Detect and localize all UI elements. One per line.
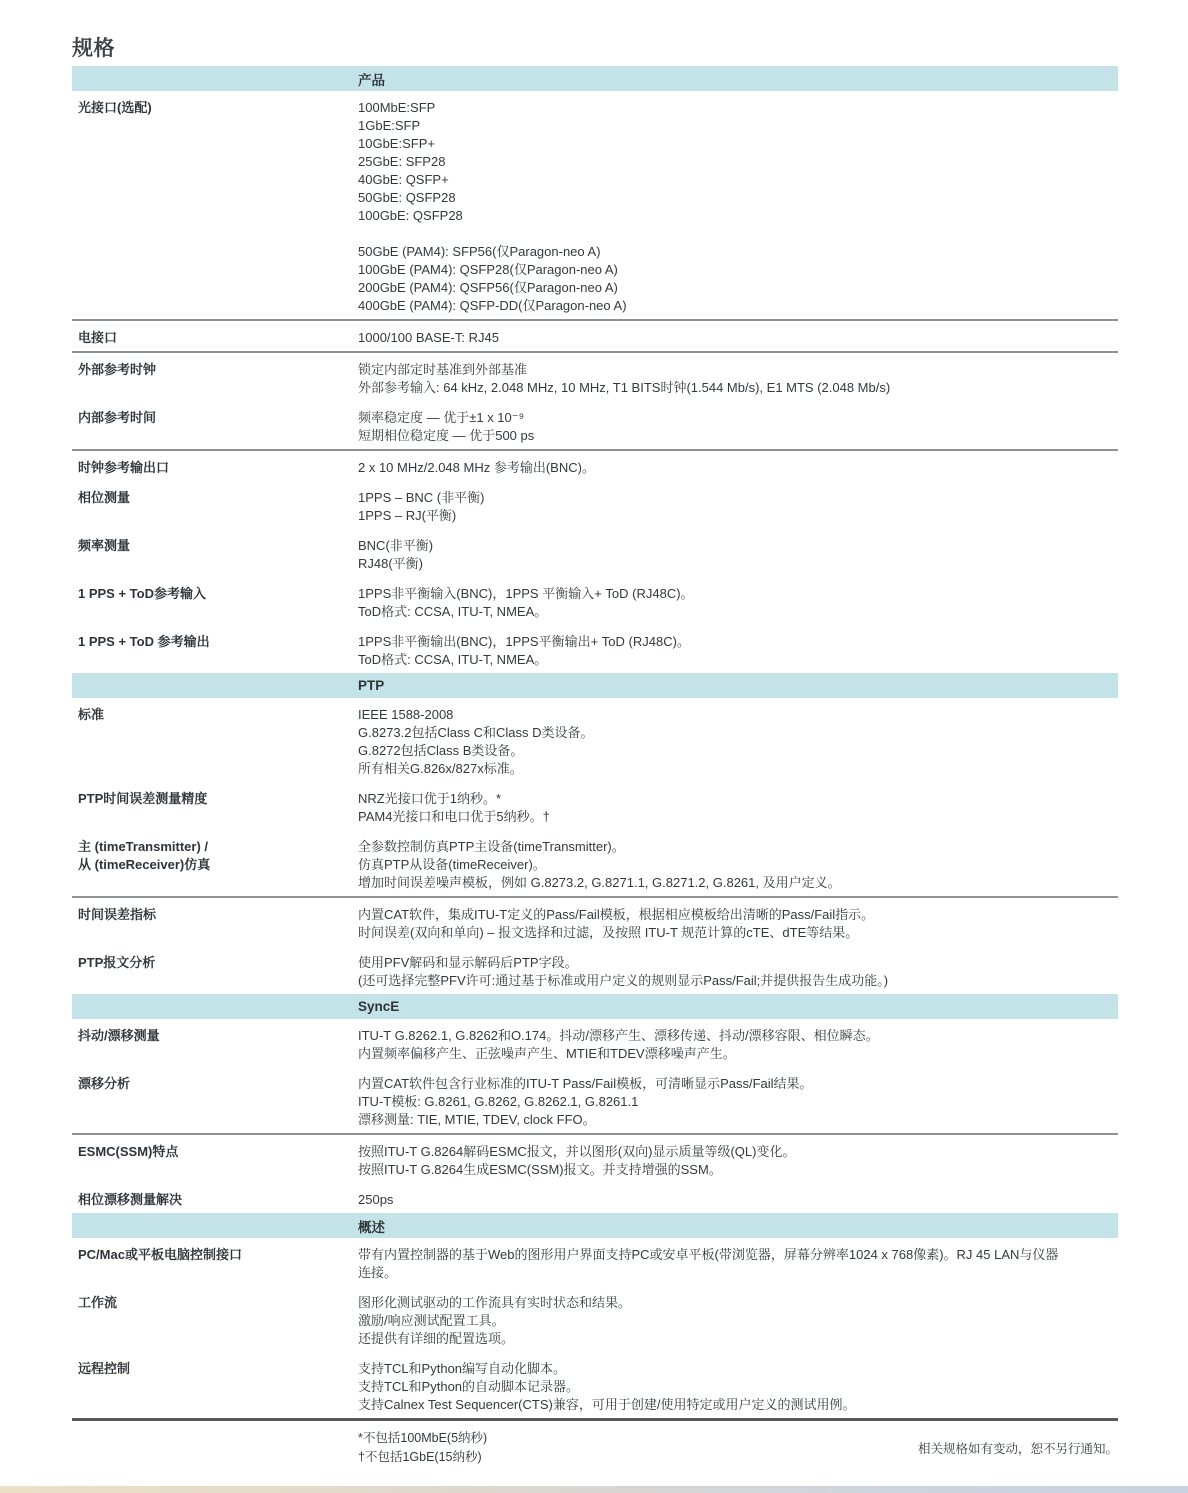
spec-row [72, 401, 1118, 449]
spec-label [72, 585, 358, 621]
spec-value-line: 250ps [358, 1192, 394, 1207]
spec-label-line: 相位漂移测量解决 [78, 1192, 183, 1207]
spec-value-line: 时间误差(双向和单向) – 报文选择和过滤，及按照 ITU-T 规范计算的cTE、dTE等结果。 [358, 925, 859, 940]
spec-value [358, 1294, 1118, 1348]
spec-label-line: 从 (timeReceiver)仿真 [78, 857, 211, 872]
spec-row [72, 451, 1118, 481]
spec-value [358, 1143, 1118, 1179]
spec-value [358, 633, 1118, 669]
spec-label [72, 1246, 358, 1282]
spec-row [72, 1286, 1118, 1352]
spec-value [358, 459, 1118, 477]
spec-row [72, 577, 1118, 625]
spec-value-line: 内置CAT软件，集成ITU-T定义的Pass/Fail模板，根据相应模板给出清晰的Pass/Fail指示。 [358, 907, 875, 922]
spec-value-line: 50GbE (PAM4): SFP56(仅Paragon-neo A) [358, 244, 601, 259]
section-header [72, 66, 1118, 91]
spec-row [72, 625, 1118, 673]
spec-value-line: 200GbE (PAM4): QSFP56(仅Paragon-neo A) [358, 280, 618, 295]
spec-value-line: 2 x 10 MHz/2.048 MHz 参考输出(BNC)。 [358, 460, 595, 475]
spec-value-line: 频率稳定度 — 优于±1 x 10⁻⁹ [358, 410, 525, 425]
spec-value-line: G.8273.2包括Class C和Class D类设备。 [358, 725, 594, 740]
spec-label-line: 时钟参考输出口 [78, 460, 170, 475]
spec-row [72, 946, 1118, 994]
section-header [72, 673, 1118, 698]
spec-value-line: 连接。 [358, 1265, 398, 1280]
spec-label-line: 外部参考时钟 [78, 362, 157, 377]
spec-label-line: PTP报文分析 [78, 955, 156, 970]
spec-label-line: 标准 [78, 707, 105, 722]
section-header-label: 产品 [358, 72, 385, 88]
spec-label-line: 光接口(选配) [78, 100, 152, 115]
section-header-label: 概述 [358, 1219, 385, 1235]
spec-table [72, 66, 1118, 1421]
spec-row [72, 1019, 1118, 1067]
spec-value [358, 361, 1118, 397]
spec-value [358, 585, 1118, 621]
spec-value-line: 漂移测量: TIE, MTIE, TDEV, clock FFO。 [358, 1112, 596, 1127]
section-header-label: SyncE [358, 999, 400, 1014]
spec-value-line: (还可选择完整PFV许可:通过基于标准或用户定义的规则显示Pass/Fail;并提供报告生成功能。) [358, 973, 889, 988]
section-header-label: PTP [358, 678, 385, 693]
spec-value-line: 400GbE (PAM4): QSFP-DD(仅Paragon-neo A) [358, 298, 627, 313]
spec-label-line: 1 PPS + ToD参考输入 [78, 586, 206, 601]
spec-row [72, 698, 1118, 782]
spec-value-line: 支持Calnex Test Sequencer(CTS)兼容，可用于创建/使用特定或用户定义的测试用例。 [358, 1397, 856, 1412]
spec-value-line: 1PPS – RJ(平衡) [358, 508, 457, 523]
spec-label [72, 459, 358, 477]
spec-value-line: 内置频率偏移产生、正弦噪声产生、MTIE和TDEV漂移噪声产生。 [358, 1046, 736, 1061]
spec-value-line: 1PPS非平衡输入(BNC)，1PPS 平衡输入+ ToD (RJ48C)。 [358, 586, 694, 601]
spec-value [358, 1191, 1118, 1209]
spec-value-line: 1000/100 BASE-T: RJ45 [358, 330, 499, 345]
spec-label-line: 抖动/漂移测量 [78, 1028, 160, 1043]
spec-label-line: 时间误差指标 [78, 907, 157, 922]
spec-label [72, 361, 358, 397]
spec-value-line: 支持TCL和Python的自动脚本记录器。 [358, 1379, 580, 1394]
disclaimer-text: 相关规格如有变动，恕不另行通知。 [917, 1442, 1118, 1456]
spec-value-line: 按照ITU-T G.8264生成ESMC(SSM)报文。并支持增强的SSM。 [358, 1162, 722, 1177]
spec-row [72, 353, 1118, 401]
spec-document [72, 36, 1118, 1467]
spec-value-line: 激励/响应测试配置工具。 [358, 1313, 505, 1328]
spec-row [72, 1238, 1118, 1286]
spec-value-line: 锁定内部定时基准到外部基准 [358, 362, 528, 377]
spec-label-line: 远程控制 [78, 1361, 131, 1376]
spec-value [358, 1027, 1118, 1063]
spec-value [358, 409, 1118, 445]
spec-value [358, 1246, 1118, 1282]
spec-label [72, 906, 358, 942]
spec-label-line: 工作流 [78, 1295, 118, 1310]
spec-label [72, 537, 358, 573]
spec-value [358, 537, 1118, 573]
spec-value-line: 50GbE: QSFP28 [358, 190, 456, 205]
spec-label-line: PTP时间误差测量精度 [78, 791, 208, 806]
spec-label [72, 329, 358, 347]
spec-row [72, 1135, 1118, 1183]
spec-row [72, 91, 1118, 319]
spec-value-line: IEEE 1588-2008 [358, 707, 454, 722]
spec-value-line: 带有内置控制器的基于Web的图形用户界面支持PC或安卓平板(带浏览器，屏幕分辨率1024 x 768像素)。RJ 45 LAN与仪器 [358, 1247, 1059, 1262]
spec-row [72, 830, 1118, 896]
spec-value-line: 支持TCL和Python编写自动化脚本。 [358, 1361, 567, 1376]
spec-value-line: 外部参考输入: 64 kHz, 2.048 MHz, 10 MHz, T1 BITS时钟(1.544 Mb/s), E1 MTS (2.048 Mb/s) [358, 380, 891, 395]
spec-value-line: G.8272包括Class B类设备。 [358, 743, 524, 758]
spec-value-line: ITU-T G.8262.1, G.8262和O.174。抖动/漂移产生、漂移传递、抖动/漂移容限、相位瞬态。 [358, 1028, 879, 1043]
spec-label [72, 790, 358, 826]
spec-value-line: 100GbE: QSFP28 [358, 208, 463, 223]
spec-value [358, 706, 1118, 778]
spec-label [72, 954, 358, 990]
spec-value-line: 25GbE: SFP28 [358, 154, 446, 169]
spec-label-line: 主 (timeTransmitter) / [78, 839, 209, 854]
spec-value-line: ToD格式: CCSA, ITU-T, NMEA。 [358, 604, 548, 619]
spec-label [72, 99, 358, 315]
spec-label-line: 电接口 [78, 330, 118, 345]
spec-value-line: 1PPS非平衡输出(BNC)，1PPS平衡输出+ ToD (RJ48C)。 [358, 634, 690, 649]
spec-row [72, 782, 1118, 830]
spec-label [72, 489, 358, 525]
spec-value-line [358, 225, 1118, 243]
spec-label [72, 1294, 358, 1348]
spec-value-line: RJ48(平衡) [358, 556, 424, 571]
footnote-asterisk: *不包括100MbE(5纳秒) [358, 1431, 488, 1445]
spec-row [72, 1352, 1118, 1418]
footnote-dagger: †不包括1GbE(15纳秒) [358, 1450, 482, 1464]
spec-label-line: 内部参考时间 [78, 410, 157, 425]
spec-value [358, 99, 1118, 315]
spec-label-line: ESMC(SSM)特点 [78, 1144, 179, 1159]
spec-value-line: 1PPS – BNC (非平衡) [358, 490, 485, 505]
spec-row [72, 481, 1118, 529]
spec-value-line: 增加时间误差噪声模板，例如 G.8273.2, G.8271.1, G.8271.2, G.8261, 及用户定义。 [358, 875, 841, 890]
spec-value-line: NRZ光接口优于1纳秒。* [358, 791, 502, 806]
spec-value [358, 954, 1118, 990]
spec-label [72, 1027, 358, 1063]
footnote-list [358, 1429, 487, 1467]
spec-value-line: 还提供有详细的配置选项。 [358, 1331, 515, 1346]
spec-label-line: 相位测量 [78, 490, 131, 505]
spec-value-line: ITU-T模板: G.8261, G.8262, G.8262.1, G.8261.1 [358, 1094, 639, 1109]
spec-label-line: 1 PPS + ToD 参考输出 [78, 634, 210, 649]
spec-value [358, 329, 1118, 347]
spec-value [358, 790, 1118, 826]
spec-label [72, 1075, 358, 1129]
spec-value-line: 100GbE (PAM4): QSFP28(仅Paragon-neo A) [358, 262, 618, 277]
spec-value-line: 仿真PTP从设备(timeReceiver)。 [358, 857, 546, 872]
spec-label [72, 1191, 358, 1209]
section-header [72, 1213, 1118, 1238]
page-title: 规格 [72, 37, 115, 60]
spec-label-line: PC/Mac或平板电脑控制接口 [78, 1247, 242, 1262]
spec-label [72, 1360, 358, 1414]
spec-value [358, 906, 1118, 942]
spec-value-line: 短期相位稳定度 — 优于500 ps [358, 428, 535, 443]
spec-row [72, 529, 1118, 577]
spec-value-line: 按照ITU-T G.8264解码ESMC报文，并以图形(双向)显示质量等级(QL)变化。 [358, 1144, 796, 1159]
spec-value-line: 100MbE:SFP [358, 100, 436, 115]
spec-value-line: 使用PFV解码和显示解码后PTP字段。 [358, 955, 578, 970]
spec-value-line: 全参数控制仿真PTP主设备(timeTransmitter)。 [358, 839, 625, 854]
spec-row [72, 321, 1118, 351]
page-bottom-strip [0, 1486, 1188, 1493]
spec-label [72, 706, 358, 778]
spec-label [72, 409, 358, 445]
spec-value [358, 489, 1118, 525]
spec-value-line: 40GbE: QSFP+ [358, 172, 449, 187]
spec-label-line: 频率测量 [78, 538, 131, 553]
spec-value-line: PAM4光接口和电口优于5纳秒。† [358, 809, 550, 824]
spec-value [358, 1360, 1118, 1414]
spec-value [358, 838, 1118, 892]
spec-value-line: 内置CAT软件包含行业标准的ITU-T Pass/Fail模板，可清晰显示Pass/Fail结果。 [358, 1076, 813, 1091]
spec-label [72, 838, 358, 892]
spec-value-line: 1GbE:SFP [358, 118, 421, 133]
spec-row [72, 898, 1118, 946]
spec-value [358, 1075, 1118, 1129]
spec-value-line: 10GbE:SFP+ [358, 136, 435, 151]
spec-value-line: BNC(非平衡) [358, 538, 434, 553]
spec-row [72, 1067, 1118, 1133]
spec-row [72, 1183, 1118, 1213]
section-header [72, 994, 1118, 1019]
spec-label-line: 漂移分析 [78, 1076, 131, 1091]
footnotes [72, 1421, 1118, 1467]
spec-value-line: 图形化测试驱动的工作流具有实时状态和结果。 [358, 1295, 632, 1310]
spec-value-line: 所有相关G.826x/827x标准。 [358, 761, 523, 776]
spec-label [72, 633, 358, 669]
spec-label [72, 1143, 358, 1179]
spec-value-line: ToD格式: CCSA, ITU-T, NMEA。 [358, 652, 548, 667]
